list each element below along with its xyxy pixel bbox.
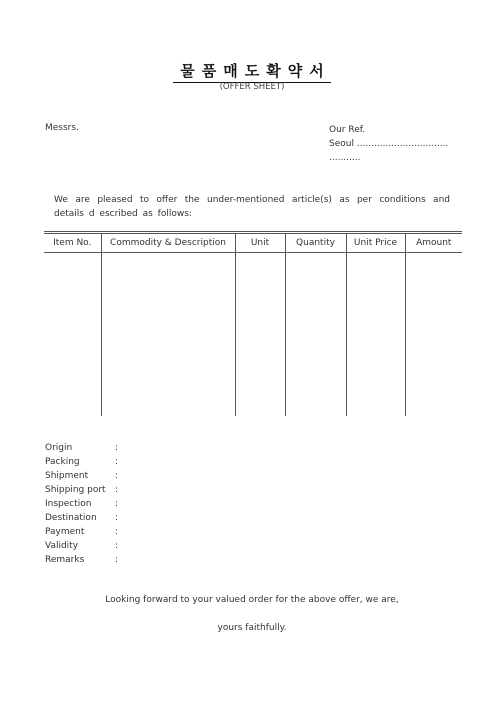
ref-continuation-line: ........... — [329, 153, 361, 163]
messrs-label: Messrs. — [45, 123, 79, 133]
term-shipment: Shipment : — [45, 471, 119, 481]
terms-list — [45, 441, 123, 567]
term-inspection: Inspection : — [45, 499, 119, 509]
term-shipping-port: Shipping port : — [45, 485, 119, 495]
column-header-item-no: Item No. — [44, 233, 101, 253]
term-remarks: Remarks : — [45, 555, 119, 565]
column-header-quantity: Quantity — [285, 233, 346, 253]
column-header-amount: Amount — [405, 233, 462, 253]
term-origin: Origin : — [45, 443, 119, 453]
column-header-commodity: Commodity & Description — [101, 233, 235, 253]
closing-line: Looking forward to your valued order for the above offer, we are, — [105, 595, 399, 605]
column-header-unit: Unit — [235, 233, 285, 253]
offer-items-table — [44, 231, 462, 416]
term-destination: Destination : — [45, 513, 119, 523]
term-validity: Validity : — [45, 541, 119, 551]
cell-quantity — [285, 253, 346, 417]
document-title — [0, 60, 504, 81]
term-payment: Payment : — [45, 527, 119, 537]
column-header-unit-price: Unit Price — [346, 233, 405, 253]
cell-unit — [235, 253, 285, 417]
signoff-line: yours faithfully. — [217, 623, 287, 633]
cell-amount — [405, 253, 462, 417]
cell-item-no — [44, 253, 101, 417]
table-header-row — [44, 233, 462, 253]
our-ref-label: Our Ref. — [329, 125, 366, 135]
document-subtitle: (OFFER SHEET) — [219, 82, 285, 92]
cell-commodity — [101, 253, 235, 417]
seoul-date-line: Seoul ................................ — [329, 139, 449, 149]
document-title-text: 물품매도확약서 — [173, 62, 330, 83]
table-row — [44, 253, 462, 417]
term-packing: Packing : — [45, 457, 119, 467]
cell-unit-price — [346, 253, 405, 417]
intro-paragraph: We are pleased to offer the under-mentioned article(s) as per conditions and details d escribed as follows: — [54, 195, 450, 219]
reference-block — [329, 123, 448, 165]
